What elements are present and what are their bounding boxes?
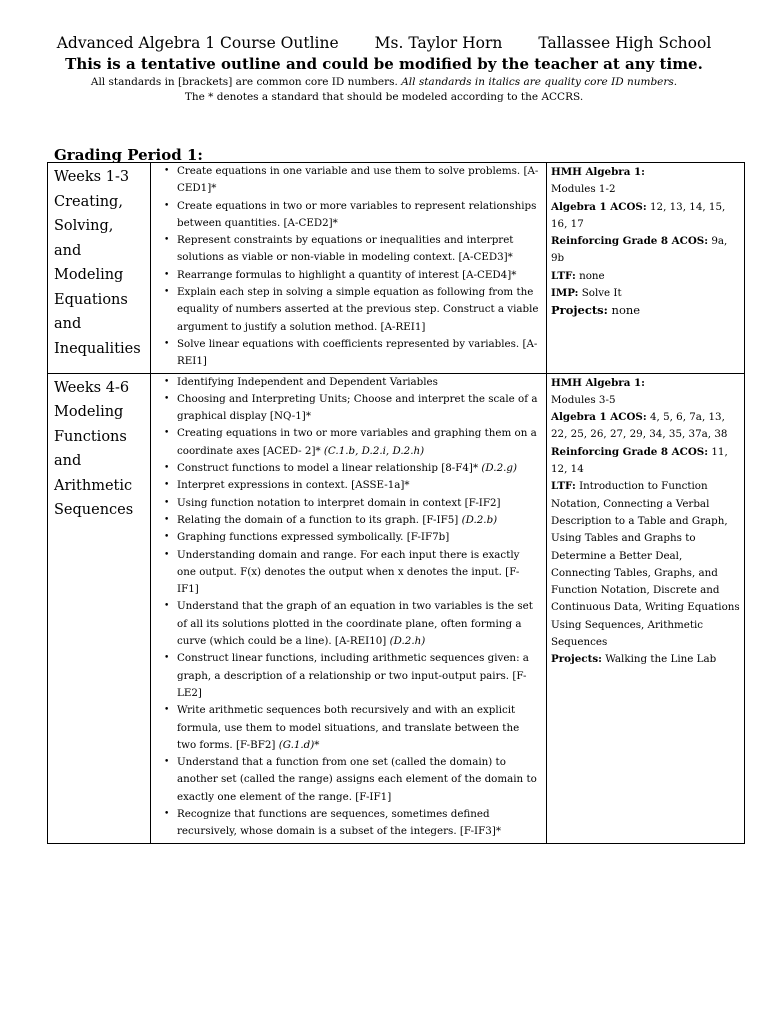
standard-text: Understanding domain and range. For each input there is exactly one output. F(x) denotes the output when x denotes the input. [F-IF1] [177, 548, 520, 596]
standard-text: Rearrange formulas to highlight a quantity of interest [A-CED4]* [177, 268, 517, 281]
resource-label: Reinforcing Grade 8 ACOS: [551, 445, 709, 458]
standard-item [177, 284, 540, 336]
resource-line [551, 181, 740, 198]
standard-item [177, 198, 540, 233]
unit-title-line: Functions [54, 428, 127, 445]
resource-line [551, 285, 740, 302]
weeks-cell [48, 163, 151, 374]
resource-label: Reinforcing Grade 8 ACOS: [551, 235, 709, 248]
standard-text: Represent constraints by equations or inequalities and interpret solutions as viable or non-viable in modeling context. [A-CED3]* [177, 234, 514, 264]
standard-item [177, 512, 540, 529]
resource-line [551, 651, 740, 668]
resources-cell [547, 163, 745, 374]
resource-line [551, 375, 740, 392]
teacher-name: Ms. Taylor Horn [374, 34, 503, 52]
standard-item [177, 374, 540, 391]
resource-label: Projects: [551, 303, 608, 318]
resource-value: Introduction to Function Notation, Connecting a Verbal Description to a Table and Graph, Using Tables and Graphs to Determine a Better Deal, Connecting Tables, Graphs, and Function Notation, Discrete and Continuous Data, Writing Equations Using Sequences, Arithmetic Sequences [551, 480, 740, 649]
outline-row [48, 163, 745, 374]
resource-value: 12, 13, 14, 15, 16, 17 [551, 200, 726, 230]
standard-item [177, 477, 540, 494]
resource-line [551, 444, 740, 479]
standard-item [177, 702, 540, 754]
unit-title-line: Modeling [54, 404, 124, 421]
standards-note [0, 75, 768, 90]
header-row [0, 32, 768, 54]
standard-text: Graphing functions expressed symbolically. [F-IF7b] [177, 531, 450, 544]
standard-item [177, 232, 540, 267]
unit-title-line: Inequalities [54, 340, 141, 357]
quality-core-id: (D.2.b) [461, 513, 498, 526]
resource-line [551, 478, 740, 651]
standard-item [177, 650, 540, 702]
resource-line [551, 199, 740, 234]
standard-text: Identifying Independent and Dependent Variables [177, 375, 438, 388]
unit-title-line: Solving, [54, 218, 114, 234]
resource-value: none [579, 269, 605, 282]
quality-core-id: (G.1.d)* [278, 738, 320, 751]
document-header [0, 32, 768, 105]
resource-label: HMH Algebra 1: [551, 166, 645, 178]
unit-title-line: and [54, 453, 82, 470]
standards-list [151, 374, 546, 843]
italic-note: All standards in italics are quality core ID numbers. [401, 76, 678, 88]
standard-text: Interpret expressions in context. [ASSE-1a]* [177, 479, 410, 492]
resource-line [551, 268, 740, 285]
standard-item [177, 336, 540, 371]
tentative-notice: This is a tentative outline and could be modified by the teacher at any time. [65, 55, 703, 73]
standard-text: Explain each step in solving a simple equation as following from the equality of numbers asserted at the previous step. Construct a viable argument to justify a solution method. [A-REI1] [177, 286, 539, 333]
resource-label: Algebra 1 ACOS: [551, 411, 647, 424]
unit-title-line: Weeks 4-6 [54, 379, 130, 396]
resource-value: Walking the Line Lab [605, 653, 717, 666]
standard-text: Create equations in two or more variables to represent relationships between quantities. [A-CED2]* [177, 199, 537, 229]
standard-item [177, 425, 540, 460]
resource-value: none [611, 303, 641, 318]
standard-text: Construct linear functions, including arithmetic sequences given: a graph, a description of a relationship or two input-output pairs. [F-LE2] [177, 652, 529, 699]
quality-core-id: (C.1.b, D.2.i, D.2.h) [323, 444, 425, 457]
resource-label: Projects: [551, 653, 602, 666]
standard-item [177, 163, 540, 198]
standards-cell [151, 163, 547, 374]
standard-text: Write arithmetic sequences both recursively and with an explicit formula, use them to model situations, and translate between the two forms. [F-BF2] [177, 704, 520, 751]
grading-period-title: Grading Period 1: [54, 146, 203, 164]
standard-text: Understand that a function from one set (called the domain) to another set (called the range) assigns each element of the domain to exactly one element of the range. [F-IF1] [177, 756, 537, 803]
resource-value: Solve It [581, 287, 622, 300]
unit-title-line: Creating, [54, 193, 123, 210]
unit-title-line: Modeling [54, 267, 124, 283]
standard-item [177, 391, 540, 426]
resource-label: LTF: [551, 269, 576, 282]
standard-text: Choosing and Interpreting Units; Choose and interpret the scale of a graphical display [NQ-1]* [177, 392, 538, 423]
weeks-cell [48, 373, 151, 843]
unit-title-line: Sequences [54, 502, 134, 519]
resource-line [551, 409, 740, 444]
unit-title-line: and [54, 316, 82, 332]
resources-cell [547, 373, 745, 843]
bracket-note: All standards in [brackets] are common core ID numbers. [90, 76, 398, 88]
standard-text: Create equations in one variable and use them to solve problems. [A-CED1]* [177, 165, 539, 195]
resource-line [551, 233, 740, 268]
resource-value: 9a, 9b [551, 235, 728, 265]
resource-value: 11, 12, 14 [551, 445, 728, 476]
resource-label: LTF: [551, 480, 576, 493]
unit-title-line: Weeks 1-3 [54, 169, 130, 185]
standard-item [177, 598, 540, 650]
standard-text: Relating the domain of a function to its graph. [F-IF5] [177, 513, 459, 526]
resource-line [551, 164, 740, 181]
standard-item [177, 547, 540, 599]
quality-core-id: (D.2.h) [389, 635, 426, 648]
resource-label: HMH Algebra 1: [551, 376, 645, 389]
standard-item [177, 460, 540, 477]
standard-text: Using function notation to interpret domain in context [F-IF2] [177, 496, 501, 509]
resource-label: IMP: [551, 287, 579, 300]
standard-text: Solve linear equations with coefficients represented by variables. [A-REI1] [177, 337, 538, 368]
resource-value: 4, 5, 6, 7a, 13, 22, 25, 26, 27, 29, 34, 35, 37a, 38 [551, 411, 728, 441]
resource-line [551, 302, 740, 319]
school-name: Tallassee High School [538, 34, 712, 52]
outline-row [48, 373, 745, 843]
standard-item [177, 495, 540, 512]
resource-value: Modules 3-5 [551, 393, 616, 406]
standard-item [177, 267, 540, 284]
standard-text: Recognize that functions are sequences, sometimes defined recursively, whose domain is a subset of the integers. [F-IF3]* [177, 807, 501, 838]
quality-core-id: (D.2.g) [481, 462, 518, 475]
standards-list [151, 163, 546, 373]
course-outline-table [47, 162, 745, 844]
standard-item [177, 529, 540, 546]
star-note: The * denotes a standard that should be modeled according to the ACCRS. [184, 91, 584, 103]
standard-item [177, 806, 540, 841]
unit-title-line: Arithmetic [54, 477, 133, 494]
unit-title-line: Equations [54, 291, 128, 308]
resource-value: Modules 1-2 [551, 183, 616, 196]
course-title: Advanced Algebra 1 Course Outline [56, 34, 339, 52]
unit-title-line: and [54, 242, 82, 259]
standards-cell [151, 373, 547, 843]
standard-text: Creating equations in two or more variables and graphing them on a coordinate axes [ACED- 2]* [177, 427, 537, 457]
standard-item [177, 754, 540, 806]
resource-line [551, 392, 740, 409]
standard-text: Understand that the graph of an equation in two variables is the set of all its solutions plotted in the coordinate plane, often forming a curve (which could be a line). [A-REI10] [177, 600, 533, 648]
standard-text: Construct functions to model a linear relationship [8-F4]* [177, 462, 479, 475]
resource-label: Algebra 1 ACOS: [551, 200, 647, 213]
